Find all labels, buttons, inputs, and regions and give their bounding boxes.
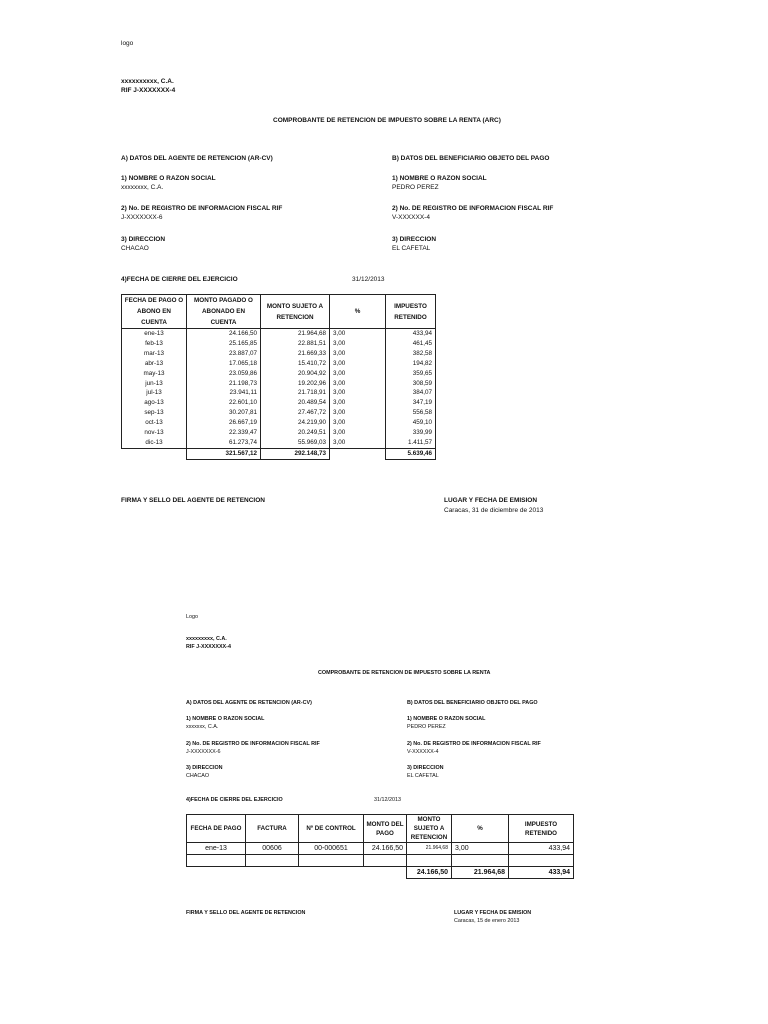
cell-amount-paid: 23.887,07 <box>187 349 261 359</box>
cell-percent: 3,00 <box>330 438 386 448</box>
empty-cell <box>364 855 407 867</box>
cell-tax-withheld: 339,99 <box>386 428 436 438</box>
cell-amount-subject: 21.718,91 <box>261 388 330 398</box>
beneficiary-name-value: PEDRO PEREZ <box>392 184 439 191</box>
monthly-retention-table <box>186 814 574 879</box>
document-title-2: COMPROBANTE DE RETENCION DE IMPUESTO SOBRE LA RENTA <box>318 670 491 676</box>
cell-percent: 3,00 <box>330 339 386 349</box>
beneficiary-address-value-2: EL CAFETAL <box>407 773 439 779</box>
agent-rif-value: J-XXXXXXX-6 <box>121 214 163 221</box>
cell-percent: 3,00 <box>452 843 509 855</box>
empty-cell <box>452 855 509 867</box>
cell-percent: 3,00 <box>330 349 386 359</box>
cell-payment-date: abr-13 <box>122 359 187 369</box>
cell-percent: 3,00 <box>330 379 386 389</box>
cell-amount-paid: 30.207,81 <box>187 408 261 418</box>
beneficiary-address-label: 3) DIRECCION <box>392 236 437 243</box>
cell-tax-withheld: 1.411,57 <box>386 438 436 448</box>
cell-amount-paid: 25.165,85 <box>187 339 261 349</box>
document-title: COMPROBANTE DE RETENCION DE IMPUESTO SOBRE LA RENTA (ARC) <box>273 117 501 124</box>
cell-tax-withheld: 459,10 <box>386 418 436 428</box>
cell-amount-subject: 20.489,54 <box>261 398 330 408</box>
cell-amount-subject: 21.964,68 <box>407 843 452 855</box>
empty-cell <box>364 867 407 879</box>
place-date-label-2: LUGAR Y FECHA DE EMISION <box>454 910 532 916</box>
total-amount-subject: 292.148,73 <box>261 448 330 459</box>
cell-percent: 3,00 <box>330 359 386 369</box>
table-row <box>122 369 436 379</box>
agent-name-value: xxxxxxxx, C.A. <box>121 184 164 191</box>
table-header-row <box>122 295 436 329</box>
table-header-row <box>187 815 574 843</box>
cell-payment-date: dic-13 <box>122 438 187 448</box>
agent-address-label-2: 3) DIRECCION <box>186 765 223 771</box>
cell-payment-date: nov-13 <box>122 428 187 438</box>
table-row <box>122 388 436 398</box>
empty-cell <box>299 867 364 879</box>
empty-cell <box>122 448 187 459</box>
empty-cell <box>407 855 452 867</box>
cell-amount-paid: 23.941,11 <box>187 388 261 398</box>
table-row <box>122 438 436 448</box>
cell-payment-date: jul-13 <box>122 388 187 398</box>
cell-amount-subject: 15.410,72 <box>261 359 330 369</box>
beneficiary-name-label: 1) NOMBRE O RAZON SOCIAL <box>392 175 487 182</box>
cell-payment-date: sep-13 <box>122 408 187 418</box>
cell-percent: 3,00 <box>330 369 386 379</box>
cell-tax-withheld: 461,45 <box>386 339 436 349</box>
header-percent: % <box>330 295 386 329</box>
empty-cell <box>299 855 364 867</box>
beneficiary-address-value: EL CAFETAL <box>392 245 431 252</box>
cell-amount-paid: 61.273,74 <box>187 438 261 448</box>
header-tax-withheld: IMPUESTO RETENIDO <box>386 295 436 329</box>
table-row <box>122 339 436 349</box>
total-amount-paid: 321.567,12 <box>187 448 261 459</box>
fiscal-close-label: 4)FECHA DE CIERRE DEL EJERCICIO <box>121 276 238 283</box>
empty-cell <box>330 448 386 459</box>
header-payment-date: FECHA DE PAGO <box>187 815 246 843</box>
table-row <box>122 398 436 408</box>
cell-payment-amount: 24.166,50 <box>364 843 407 855</box>
place-date-value: Caracas, 31 de diciembre de 2013 <box>444 507 544 514</box>
table-row <box>122 408 436 418</box>
company-rif: RIF J-XXXXXXX-4 <box>121 87 176 94</box>
annual-retention-table <box>121 294 436 460</box>
empty-cell <box>509 855 574 867</box>
cell-amount-paid: 24.166,50 <box>187 329 261 339</box>
empty-cell <box>246 855 299 867</box>
cell-amount-paid: 21.198,73 <box>187 379 261 389</box>
beneficiary-name-value-2: PEDRO PEREZ <box>407 724 446 730</box>
cell-tax-withheld: 556,58 <box>386 408 436 418</box>
cell-percent: 3,00 <box>330 329 386 339</box>
cell-amount-subject: 55.969,03 <box>261 438 330 448</box>
logo-placeholder: logo <box>121 40 134 47</box>
header-amount-subject: MONTO SUJETO A RETENCION <box>261 295 330 329</box>
cell-payment-date: ene-13 <box>187 843 246 855</box>
totals-row <box>187 867 574 879</box>
total-amount-subject: 21.964,68 <box>452 867 509 879</box>
table-row <box>122 379 436 389</box>
cell-payment-date: mar-13 <box>122 349 187 359</box>
cell-control-number: 00-000651 <box>299 843 364 855</box>
cell-amount-subject: 20.249,51 <box>261 428 330 438</box>
table-row <box>122 329 436 339</box>
cell-percent: 3,00 <box>330 428 386 438</box>
agent-address-value: CHACAO <box>121 245 149 252</box>
logo-placeholder-2: Logo <box>186 614 198 620</box>
header-payment-amount: MONTO DEL PAGO <box>364 815 407 843</box>
cell-amount-paid: 17.065,18 <box>187 359 261 369</box>
header-invoice: FACTURA <box>246 815 299 843</box>
beneficiary-address-label-2: 3) DIRECCION <box>407 765 444 771</box>
cell-amount-subject: 20.904,92 <box>261 369 330 379</box>
cell-amount-paid: 23.059,86 <box>187 369 261 379</box>
cell-payment-date: feb-13 <box>122 339 187 349</box>
company-name-2: xxxxxxxxx, C.A. <box>186 636 227 642</box>
cell-invoice: 00606 <box>246 843 299 855</box>
table-row <box>122 428 436 438</box>
cell-tax-withheld: 433,94 <box>386 329 436 339</box>
cell-percent: 3,00 <box>330 398 386 408</box>
fiscal-close-date: 31/12/2013 <box>352 276 385 283</box>
header-amount-subject: MONTO SUJETO A RETENCION <box>407 815 452 843</box>
beneficiary-rif-label-2: 2) No. DE REGISTRO DE INFORMACION FISCAL RIF <box>407 741 541 747</box>
empty-cell <box>187 855 246 867</box>
totals-row <box>122 448 436 459</box>
empty-cell <box>187 867 246 879</box>
cell-tax-withheld: 384,07 <box>386 388 436 398</box>
cell-tax-withheld: 347,19 <box>386 398 436 408</box>
total-tax-withheld: 433,94 <box>509 867 574 879</box>
cell-amount-subject: 21.964,68 <box>261 329 330 339</box>
agent-rif-label: 2) No. DE REGISTRO DE INFORMACION FISCAL RIF <box>121 205 283 212</box>
cell-payment-date: oct-13 <box>122 418 187 428</box>
agent-name-value-2: xxxxxxx, C.A. <box>186 724 219 730</box>
cell-amount-subject: 24.219,90 <box>261 418 330 428</box>
cell-amount-paid: 22.601,10 <box>187 398 261 408</box>
table-row <box>122 349 436 359</box>
beneficiary-rif-label: 2) No. DE REGISTRO DE INFORMACION FISCAL RIF <box>392 205 554 212</box>
table-row <box>122 359 436 369</box>
cell-amount-subject: 22.881,51 <box>261 339 330 349</box>
agent-rif-label-2: 2) No. DE REGISTRO DE INFORMACION FISCAL RIF <box>186 741 320 747</box>
cell-tax-withheld: 433,94 <box>509 843 574 855</box>
cell-amount-paid: 22.339,47 <box>187 428 261 438</box>
agent-rif-value-2: J-XXXXXXX-6 <box>186 749 221 755</box>
beneficiary-rif-value-2: V-XXXXXX-4 <box>407 749 439 755</box>
empty-cell <box>246 867 299 879</box>
cell-tax-withheld: 382,58 <box>386 349 436 359</box>
signature-label: FIRMA Y SELLO DEL AGENTE DE RETENCION <box>121 497 265 504</box>
cell-tax-withheld: 359,65 <box>386 369 436 379</box>
header-tax-withheld: IMPUESTO RETENIDO <box>509 815 574 843</box>
header-control-number: Nº DE CONTROL <box>299 815 364 843</box>
cell-percent: 3,00 <box>330 418 386 428</box>
cell-payment-date: ene-13 <box>122 329 187 339</box>
cell-percent: 3,00 <box>330 388 386 398</box>
fiscal-close-label-2: 4)FECHA DE CIERRE DEL EJERCICIO <box>186 797 283 803</box>
agent-address-value-2: CHACAO <box>186 773 210 779</box>
section-b-heading-2: B) DATOS DEL BENEFICIARIO OBJETO DEL PAGO <box>407 700 538 706</box>
cell-tax-withheld: 194,82 <box>386 359 436 369</box>
cell-payment-date: may-13 <box>122 369 187 379</box>
cell-amount-subject: 21.669,33 <box>261 349 330 359</box>
fiscal-close-date-2: 31/12/2013 <box>374 797 401 803</box>
agent-name-label: 1) NOMBRE O RAZON SOCIAL <box>121 175 216 182</box>
agent-address-label: 3) DIRECCION <box>121 236 166 243</box>
place-date-label: LUGAR Y FECHA DE EMISION <box>444 497 538 504</box>
cell-amount-subject: 19.202,96 <box>261 379 330 389</box>
header-percent: % <box>452 815 509 843</box>
total-payment-amount: 24.166,50 <box>407 867 452 879</box>
cell-amount-paid: 26.667,19 <box>187 418 261 428</box>
section-b-heading: B) DATOS DEL BENEFICIARIO OBJETO DEL PAGO <box>392 155 550 162</box>
section-a-heading: A) DATOS DEL AGENTE DE RETENCION (AR-CV) <box>121 155 273 162</box>
place-date-value-2: Caracas, 15 de enero 2013 <box>454 918 520 924</box>
header-payment-date: FECHA DE PAGO O ABONO EN CUENTA <box>122 295 187 329</box>
section-a-heading-2: A) DATOS DEL AGENTE DE RETENCION (AR-CV) <box>186 700 312 706</box>
table-row <box>187 843 574 855</box>
total-tax-withheld: 5.639,46 <box>386 448 436 459</box>
cell-amount-subject: 27.467,72 <box>261 408 330 418</box>
signature-label-2: FIRMA Y SELLO DEL AGENTE DE RETENCION <box>186 910 306 916</box>
agent-name-label-2: 1) NOMBRE O RAZON SOCIAL <box>186 716 265 722</box>
company-name: xxxxxxxxxx, C.A. <box>121 78 174 85</box>
table-row <box>122 418 436 428</box>
cell-payment-date: ago-13 <box>122 398 187 408</box>
cell-payment-date: jun-13 <box>122 379 187 389</box>
beneficiary-rif-value: V-XXXXXX-4 <box>392 214 430 221</box>
beneficiary-name-label-2: 1) NOMBRE O RAZON SOCIAL <box>407 716 486 722</box>
company-rif-2: RIF J-XXXXXXX-4 <box>186 644 231 650</box>
header-amount-paid: MONTO PAGADO O ABONADO EN CUENTA <box>187 295 261 329</box>
cell-tax-withheld: 308,59 <box>386 379 436 389</box>
cell-percent: 3,00 <box>330 408 386 418</box>
table-row-empty <box>187 855 574 867</box>
